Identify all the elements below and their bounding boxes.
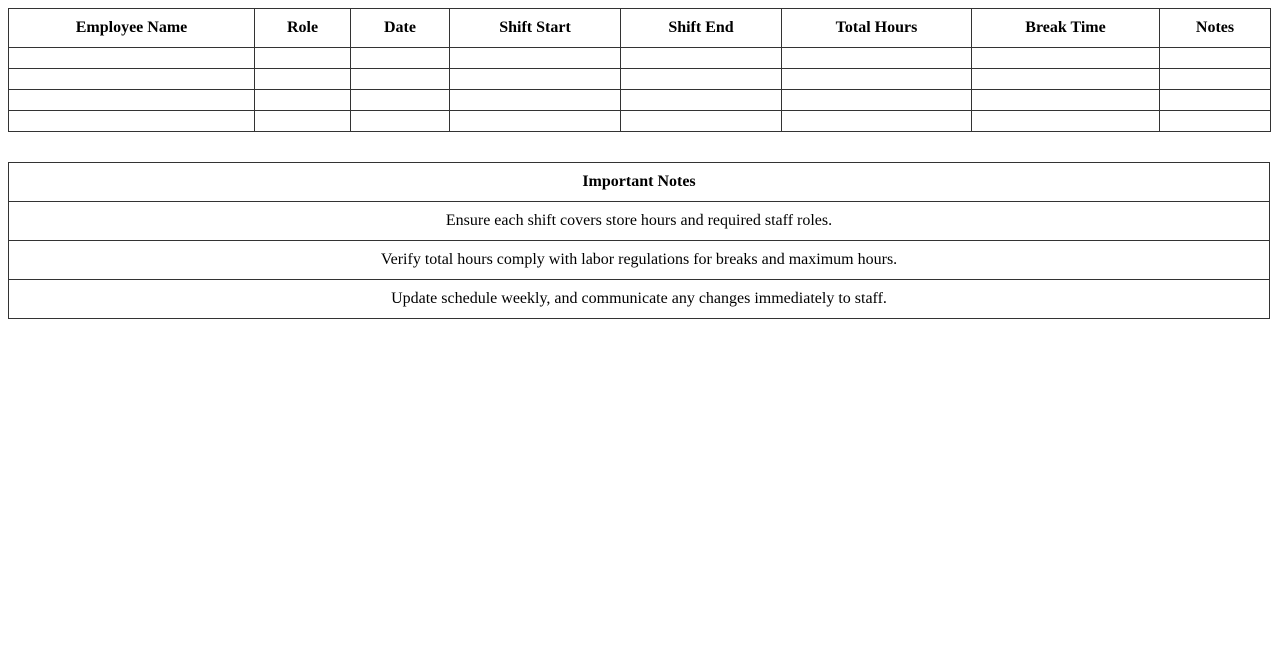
table-cell (255, 69, 351, 90)
table-cell (351, 48, 450, 69)
table-cell (782, 111, 972, 132)
notes-header-row (9, 163, 1270, 202)
table-row (9, 48, 1271, 69)
table-cell (450, 111, 621, 132)
list-item (9, 280, 1270, 319)
table-cell (450, 90, 621, 111)
table-cell (9, 48, 255, 69)
table-cell (255, 90, 351, 111)
table-row (9, 111, 1271, 132)
table-cell (782, 69, 972, 90)
schedule-table (8, 8, 1271, 132)
table-cell (1160, 90, 1271, 111)
note-text: Ensure each shift covers store hours and required staff roles. (9, 202, 1270, 241)
table-row (9, 69, 1271, 90)
list-item (9, 202, 1270, 241)
list-item (9, 241, 1270, 280)
table-cell (621, 111, 782, 132)
table-cell (972, 69, 1160, 90)
table-cell (351, 111, 450, 132)
table-cell (782, 48, 972, 69)
column-header-shift-end: Shift End (621, 9, 782, 48)
note-text: Update schedule weekly, and communicate any changes immediately to staff. (9, 280, 1270, 319)
column-header-role: Role (255, 9, 351, 48)
column-header-employee-name: Employee Name (9, 9, 255, 48)
table-cell (9, 69, 255, 90)
table-cell (1160, 69, 1271, 90)
table-cell (351, 90, 450, 111)
table-cell (972, 111, 1160, 132)
table-cell (450, 69, 621, 90)
column-header-shift-start: Shift Start (450, 9, 621, 48)
table-cell (621, 48, 782, 69)
table-cell (782, 90, 972, 111)
table-cell (972, 48, 1160, 69)
column-header-notes: Notes (1160, 9, 1271, 48)
schedule-header-row (9, 9, 1271, 48)
important-notes-table (8, 162, 1270, 319)
table-cell (972, 90, 1160, 111)
note-text: Verify total hours comply with labor regulations for breaks and maximum hours. (9, 241, 1270, 280)
table-cell (255, 111, 351, 132)
table-row (9, 90, 1271, 111)
table-cell (621, 90, 782, 111)
table-cell (255, 48, 351, 69)
table-cell (351, 69, 450, 90)
table-cell (621, 69, 782, 90)
notes-title: Important Notes (9, 163, 1270, 202)
table-cell (1160, 111, 1271, 132)
column-header-break-time: Break Time (972, 9, 1160, 48)
table-cell (1160, 48, 1271, 69)
table-cell (9, 90, 255, 111)
table-cell (450, 48, 621, 69)
column-header-total-hours: Total Hours (782, 9, 972, 48)
table-cell (9, 111, 255, 132)
column-header-date: Date (351, 9, 450, 48)
